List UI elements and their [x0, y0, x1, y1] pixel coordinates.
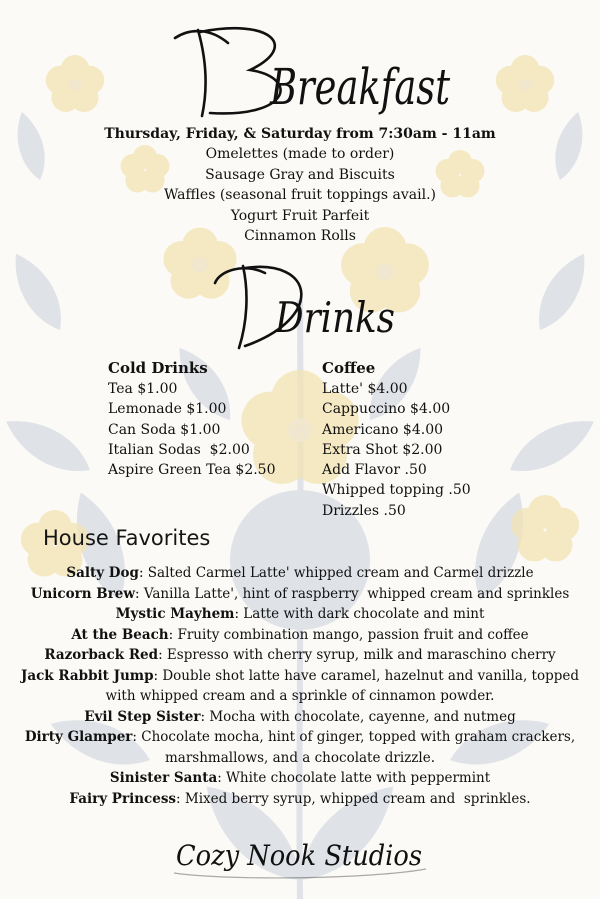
breakfast-section	[0, 124, 600, 247]
favorite-name: Fairy Princess	[69, 790, 177, 807]
breakfast-hours: Thursday, Friday, & Saturday from 7:30am - 11am	[104, 126, 496, 142]
breakfast-item: Waffles (seasonal fruit toppings avail.)	[163, 187, 437, 203]
coffee-item: Whipped topping .50	[322, 482, 471, 499]
cold-drink-item: Can Soda $1.00	[108, 421, 221, 438]
favorite-desc: : Latte with dark chocolate and mint	[234, 606, 485, 622]
cold-drinks-column	[108, 358, 276, 480]
favorite-name: Evil Step Sister	[84, 708, 201, 725]
favorite-desc: : Salted Carmel Latte' whipped cream and Carmel drizzle	[138, 565, 534, 581]
coffee-item: Americano $4.00	[322, 421, 444, 438]
favorite-name: Dirty Glamper	[24, 729, 133, 745]
favorite-item	[6, 666, 594, 707]
coffee-item: Drizzles .50	[322, 502, 406, 519]
cold-drink-item: Italian Sodas $2.00	[108, 441, 250, 458]
coffee-column	[322, 358, 471, 521]
coffee-heading: Coffee	[322, 359, 376, 377]
cold-drinks-heading: Cold Drinks	[108, 359, 208, 377]
favorite-item	[6, 707, 594, 728]
favorite-desc: : Vanilla Latte', hint of raspberry whipped cream and sprinkles	[135, 585, 570, 602]
favorite-item	[6, 789, 594, 810]
favorite-name: Mystic Mayhem	[115, 606, 235, 622]
coffee-item: Latte' $4.00	[322, 381, 408, 397]
house-favorites-heading: House Favorites	[43, 526, 211, 550]
favorite-item	[6, 727, 594, 768]
favorite-desc: : Chocolate mocha, hint of ginger, topped with graham crackers, marshmallows, and a chocolate drizzle.	[132, 729, 576, 766]
favorite-name: At the Beach	[71, 626, 169, 643]
brand-signature	[170, 825, 430, 885]
drinks-title-text: Drinks	[274, 293, 395, 342]
favorite-item	[6, 768, 594, 789]
coffee-item: Extra Shot $2.00	[322, 441, 443, 458]
breakfast-title	[150, 8, 460, 128]
favorite-name: Razorback Red	[44, 647, 159, 663]
favorite-name: Salty Dog	[66, 565, 139, 581]
drinks-title	[205, 248, 405, 358]
coffee-item: Cappuccino $4.00	[322, 401, 451, 418]
favorite-item	[6, 604, 594, 625]
cold-drink-item: Tea $1.00	[108, 381, 178, 397]
cold-drink-item: Lemonade $1.00	[108, 401, 227, 418]
breakfast-item: Cinnamon Rolls	[244, 228, 356, 244]
breakfast-item: Omelettes (made to order)	[205, 146, 395, 162]
favorite-item	[6, 563, 594, 584]
favorite-desc: : White chocolate latte with peppermint	[217, 770, 491, 786]
favorite-desc: : Mocha with chocolate, cayenne, and nutmeg	[200, 708, 516, 725]
coffee-item: Add Flavor .50	[322, 462, 427, 479]
favorite-name: Jack Rabbit Jump	[20, 667, 154, 684]
breakfast-item: Yogurt Fruit Parfeit	[230, 207, 370, 224]
favorite-desc: : Fruity combination mango, passion fruit and coffee	[168, 626, 529, 643]
breakfast-item: Sausage Gray and Biscuits	[205, 166, 395, 183]
breakfast-title-text: Breakfast	[269, 58, 451, 116]
favorite-desc: : Double shot latte have caramel, hazelnut and vanilla, topped with whipped cream and a sprinkle of cinnamon powder.	[105, 667, 580, 704]
house-favorites-list	[6, 563, 594, 809]
favorite-name: Unicorn Brew	[30, 585, 136, 602]
favorite-item	[6, 625, 594, 646]
favorite-desc: : Espresso with cherry syrup, milk and maraschino cherry	[158, 647, 556, 663]
cold-drink-item: Aspire Green Tea $2.50	[108, 462, 276, 479]
favorite-item	[6, 645, 594, 666]
favorite-name: Sinister Santa	[109, 770, 218, 786]
favorite-item	[6, 584, 594, 605]
favorite-desc: : Mixed berry syrup, whipped cream and sprinkles.	[176, 790, 531, 807]
brand-signature-text: Cozy Nook Studios	[176, 839, 422, 872]
